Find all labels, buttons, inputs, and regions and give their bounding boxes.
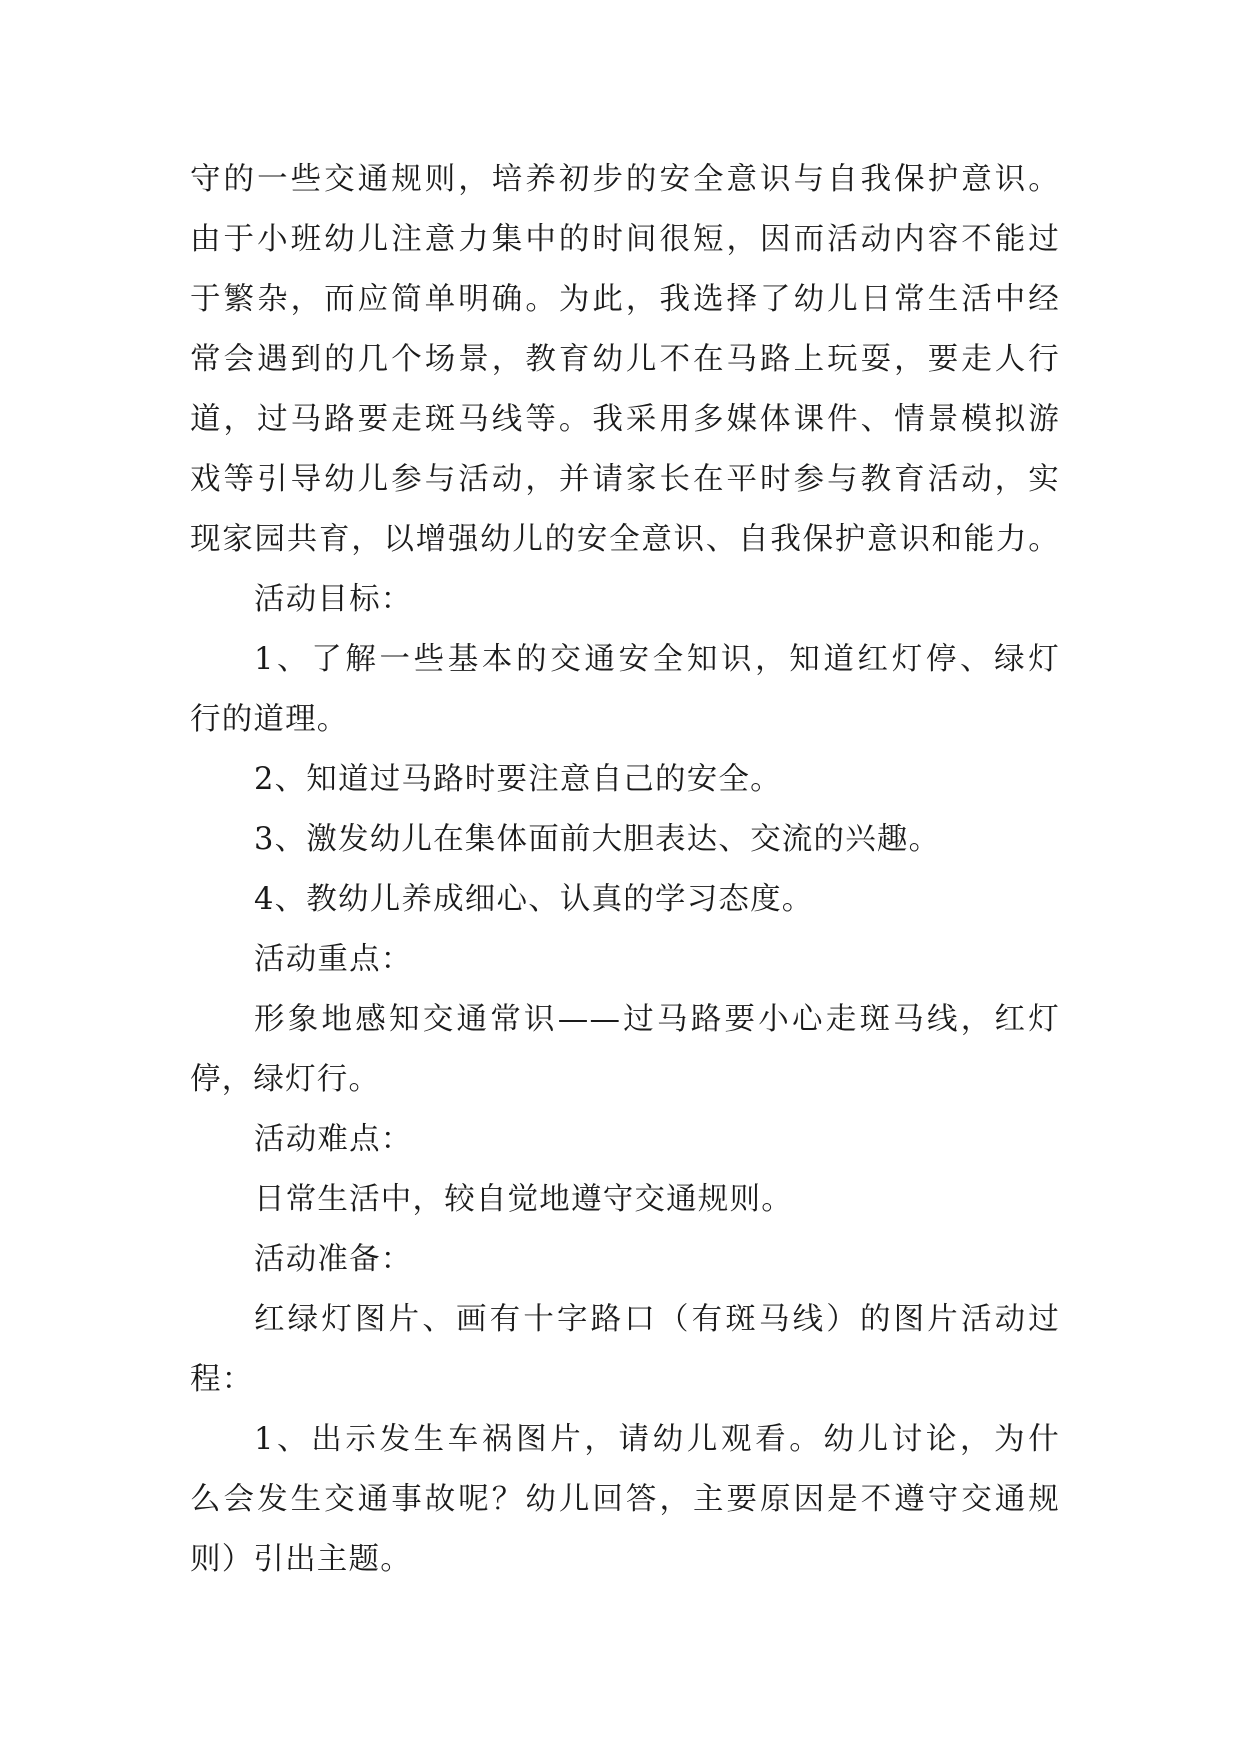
text-line-1: 守的一些交通规则，培养初步的安全意识与自我保护意识。: [190, 162, 1060, 197]
section-heading-preparation: 活动准备：: [254, 1242, 413, 1277]
section-heading-difficulties: 活动难点：: [254, 1122, 413, 1157]
text-line-2: 由于小班幼儿注意力集中的时间很短，因而活动内容不能过: [190, 222, 1060, 257]
text-line-6: 戏等引导幼儿参与活动，并请家长在平时参与教育活动，实: [190, 462, 1060, 497]
preparation-text: 红绿灯图片、画有十字路口（有斑马线）的图片活动过: [254, 1302, 1060, 1337]
process-item-1-cont: 么会发生交通事故呢？幼儿回答，主要原因是不遵守交通规: [190, 1482, 1060, 1517]
process-item-1: 1、出示发生车祸图片，请幼儿观看。幼儿讨论，为什: [254, 1422, 1060, 1457]
document-body: [190, 150, 1060, 1590]
difficulties-text: 日常生活中，较自觉地遵守交通规则。: [254, 1182, 793, 1217]
objective-item-1: 1、了解一些基本的交通安全知识，知道红灯停、绿灯: [254, 642, 1060, 677]
objective-item-3: 3、激发幼儿在集体面前大胆表达、交流的兴趣。: [254, 822, 941, 857]
objective-item-2: 2、知道过马路时要注意自己的安全。: [254, 762, 782, 797]
text-line-3: 于繁杂，而应简单明确。为此，我选择了幼儿日常生活中经: [190, 282, 1060, 317]
preparation-text-cont: 程：: [190, 1362, 254, 1397]
section-heading-objectives: 活动目标：: [254, 582, 413, 617]
key-points-text: 形象地感知交通常识——过马路要小心走斑马线，红灯: [254, 1002, 1060, 1037]
section-heading-key-points: 活动重点：: [254, 942, 413, 977]
objective-item-1-cont: 行的道理。: [190, 702, 349, 737]
text-line-4: 常会遇到的几个场景，教育幼儿不在马路上玩耍，要走人行: [190, 342, 1060, 377]
text-line-5: 道，过马路要走斑马线等。我采用多媒体课件、情景模拟游: [190, 402, 1060, 437]
objective-item-4: 4、教幼儿养成细心、认真的学习态度。: [254, 882, 814, 917]
key-points-text-cont: 停，绿灯行。: [190, 1062, 381, 1097]
process-item-1-end: 则）引出主题。: [190, 1542, 412, 1577]
text-line-7: 现家园共育，以增强幼儿的安全意识、自我保护意识和能力。: [190, 522, 1060, 557]
